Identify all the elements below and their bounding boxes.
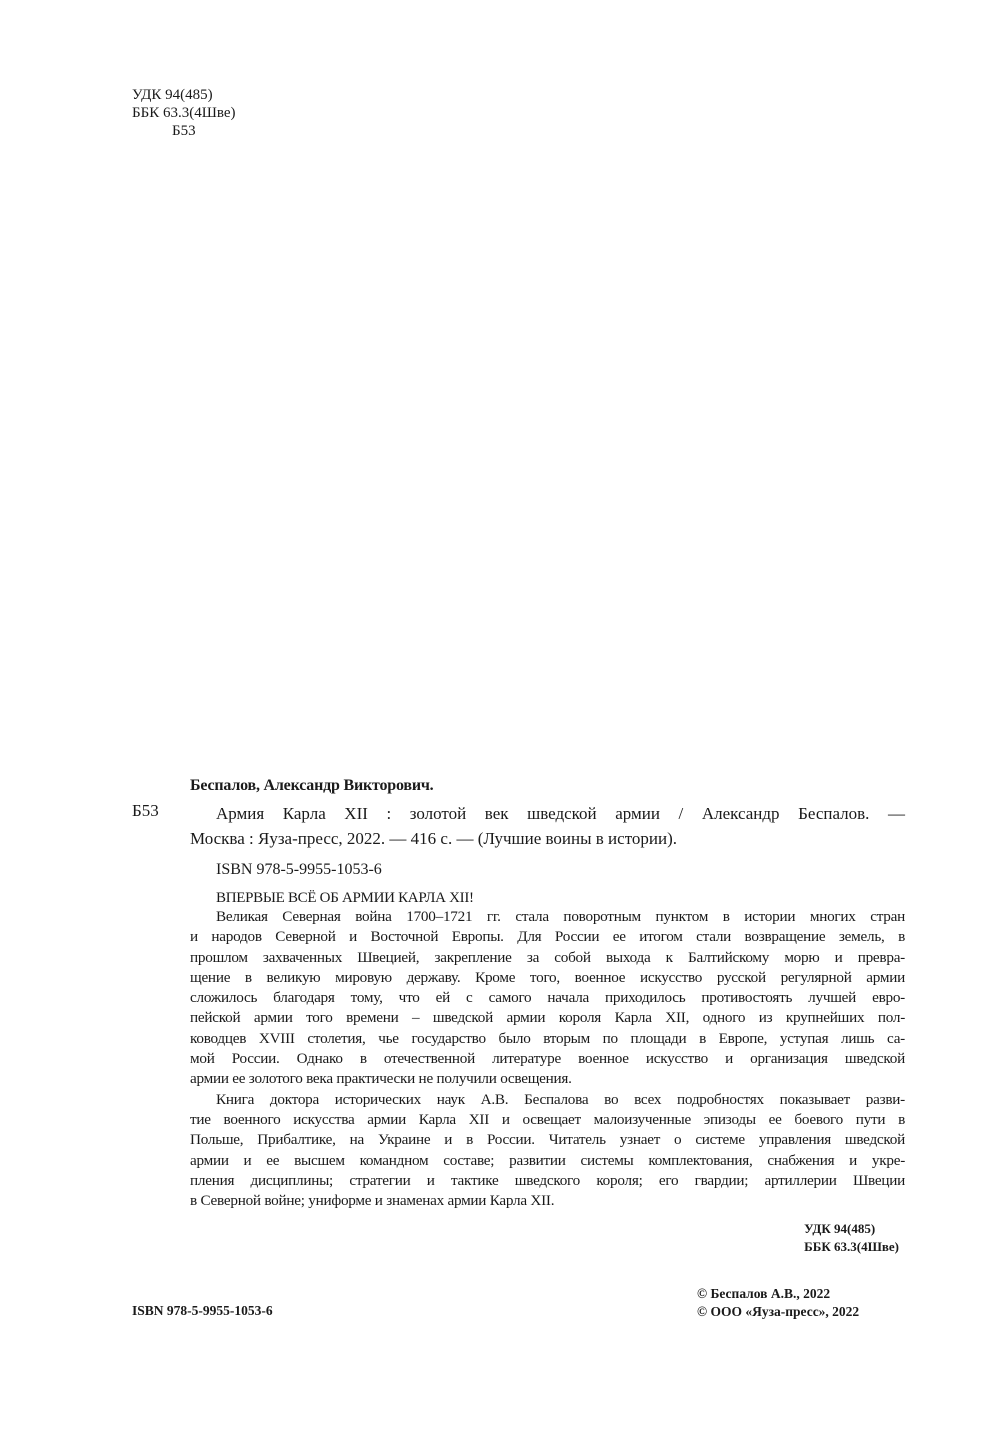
annotation — [190, 907, 905, 1211]
copyright-author: © Беспалов А.В., 2022 — [697, 1286, 831, 1301]
bibliographic-description — [190, 801, 905, 851]
text-line: Польше, Прибалтике, на Украине и в России. Читатель узнает о системе управления шведской — [190, 1131, 905, 1149]
footer-isbn: ISBN 978-5-9955-1053-6 — [132, 1303, 273, 1318]
text-line: пейской армии того времени – шведской армии короля Карла XII, одного из крупнейших пол- — [190, 1009, 905, 1027]
text-line: сложилось благодаря тому, что ей с самого начала приходилось противостоять лучшей евро- — [190, 989, 905, 1007]
udk-code: УДК 94(485) — [804, 1221, 876, 1236]
title-line: Армия Карла XII : золотой век шведской армии / Александр Беспалов. — — [216, 804, 905, 823]
text-line: тие военного искусства армии Карла XII и освещает малоизученные эпизоды ее боевого пути в — [190, 1110, 905, 1128]
annotation-paragraph-2 — [190, 1090, 905, 1212]
classification-header — [132, 86, 236, 140]
footer-classification — [804, 1220, 899, 1256]
bbk-code: ББК 63.3(4Шве) — [804, 1239, 899, 1254]
title-line: Москва : Яуза-пресс, 2022. — 416 с. — (Лучшие воины в истории). — [190, 829, 678, 848]
text-line: Великая Северная война 1700–1721 гг. стала поворотным пунктом в истории многих стран — [216, 908, 905, 925]
udk-code: УДК 94(485) — [132, 87, 213, 103]
text-line: прошлом захваченных Швецией, закрепление за собой выхода к Балтийскому морю и превра- — [190, 948, 905, 966]
text-line: армии ее золотого века практически не получили освещения. — [190, 1070, 572, 1088]
author-name: Беспалов, Александр Викторович. — [190, 777, 434, 794]
bbk-code: ББК 63.3(4Шве) — [132, 105, 236, 121]
isbn: ISBN 978-5-9955-1053-6 — [216, 861, 382, 878]
text-line: Книга доктора исторических наук А.В. Беспалова во всех подробностях показывает разви- — [216, 1090, 905, 1108]
annotation-paragraph-1 — [190, 907, 905, 1090]
text-line: пления дисциплины; стратегии и тактике шведского короля; его гвардии; артиллерии Швеции — [190, 1171, 905, 1189]
author-mark: Б53 — [172, 123, 196, 139]
copyright-block — [697, 1285, 859, 1321]
copyright-publisher: © ООО «Яуза-пресс», 2022 — [697, 1304, 860, 1319]
text-line: армии и ее высшем командном составе; развитии системы комплектования, снабжения и укре- — [190, 1151, 905, 1169]
annotation-heading: ВПЕРВЫЕ ВСЁ ОБ АРМИИ КАРЛА XII! — [216, 890, 474, 906]
text-line: в Северной войне; униформе и знаменах армии Карла XII. — [190, 1192, 555, 1210]
text-line: и народов Северной и Восточной Европы. Для России ее итогом стали возвращение земель, в — [190, 928, 905, 946]
text-line: ководцев XVIII столетия, чье государство было вторым по площади в Европе, уступая лишь са- — [190, 1029, 905, 1047]
author-mark-code: Б53 — [132, 801, 159, 820]
text-line: мой России. Однако в отечественной литературе военное искусство и организация шведской — [190, 1050, 905, 1068]
text-line: щение в великую мировую державу. Кроме того, военное искусство русской регулярной армии — [190, 968, 905, 986]
